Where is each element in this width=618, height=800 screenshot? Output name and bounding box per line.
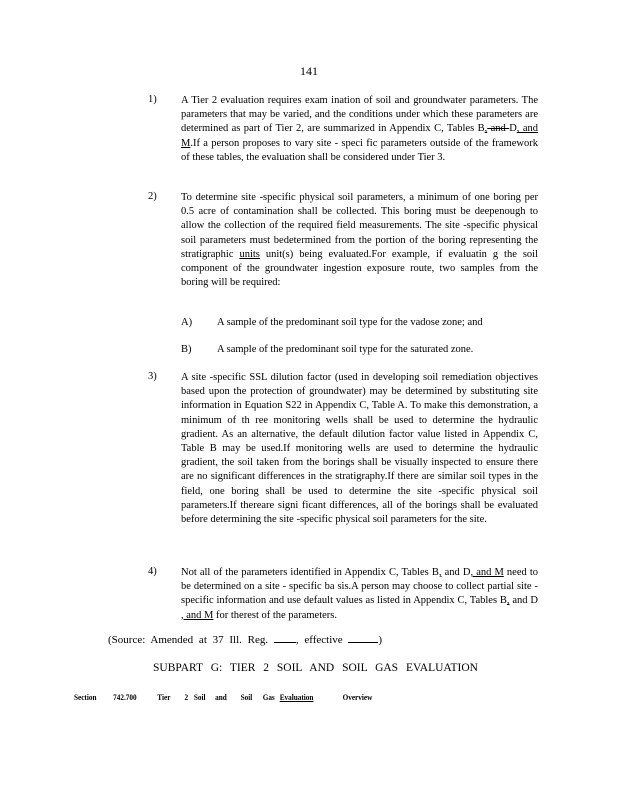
item-text: A site -specific SSL dilution factor (used in developing soil remediation objectives based upon the protection of groundwater) may be determined by substituting site information in Equation S22 in Appendix C, Table A. To make this demonstration, a minimum of th ree monitoring wells shall be used to determine the hydraulic gradient. As an alternative, the default dilution factor value listed in Appendix C, Table B may be used.If monitoring wells are used to determine the hydraulic gradient, the soil taken from the borings shall be visually inspected to ensure there are no significant differences in the stratigraphy.If there are similar soil types in the field, one boring shall be used to determine the site -specific physical soil parameters.If thereare signi ficant differences, all of the borings shall be evaluated before determining the site -specific physical soil parameters for the site. [181,372,538,526]
blank-line [348,642,378,643]
source-effective: effective [304,634,343,646]
section-word: Soil [240,692,253,702]
subpart-heading: SUBPART G: TIER 2 SOIL AND SOIL GAS EVALUATION [153,662,478,674]
section-word: 2 [184,692,189,702]
section-word: Tier [157,692,171,702]
section-label: Section [74,692,97,702]
sub-item-text: A sample of the predominant soil type for the saturated zone. [217,344,474,355]
item-number: 4) [148,566,157,577]
section-word: Soil [193,692,206,702]
source-amended: Amended at 37 Ill. Reg. [150,634,269,646]
item-text: To determine site -specific physical soil parameters, a minimum of one boring per 0.5 acre of contamination shall be collected. This boring must be deepenough to allow the collection of the required field measurements. The site -specific physical soil parameters must bedetermined from the portion of the boring representing the stratigraphic units unit(s) being evaluated.For example, if evaluatin g the soil component of the groundwater ingestion exposure route, two samples from the boring will be required: [181,192,538,289]
item-number: 1) [148,94,157,105]
source-close: ) [378,634,383,646]
section-word: and [215,692,227,702]
section-word: Evaluation [279,692,314,702]
item-text: A Tier 2 evaluation requires exam ination of soil and groundwater parameters. The parameters that may be varied, and the conditions under which these parameters are determined as part of Tier 2, are summarized in Appendix C, Tables B, and D, and M.If a person proposes to vary site - speci fic parameters outside of the framework of these tables, the evaluation shall be considered under Tier 3. [181,95,538,163]
sub-item-label: B) [181,344,192,355]
blank-line [274,642,296,643]
sub-item-text: A sample of the predominant soil type for the vadose zone; and [217,317,483,328]
section-word: Overview [342,692,373,702]
sub-item-label: A) [181,317,193,328]
page-number: 141 [300,64,318,78]
item-number: 2) [148,191,157,202]
item-text: Not all of the parameters identified in Appendix C, Tables B, and D, and M need to be determined on a site - specific ba sis.A person may choose to collect partial site -specific information and use default values as listed in Appendix C, Tables B, and D , and M for therest of the parameters. [181,567,539,621]
source-note [108,634,382,646]
item-number: 3) [148,371,157,382]
section-number: 742.700 [113,692,137,702]
section-word: Gas [262,692,275,702]
source-prefix: (Source: [108,634,146,646]
source-comma: , [295,634,299,646]
